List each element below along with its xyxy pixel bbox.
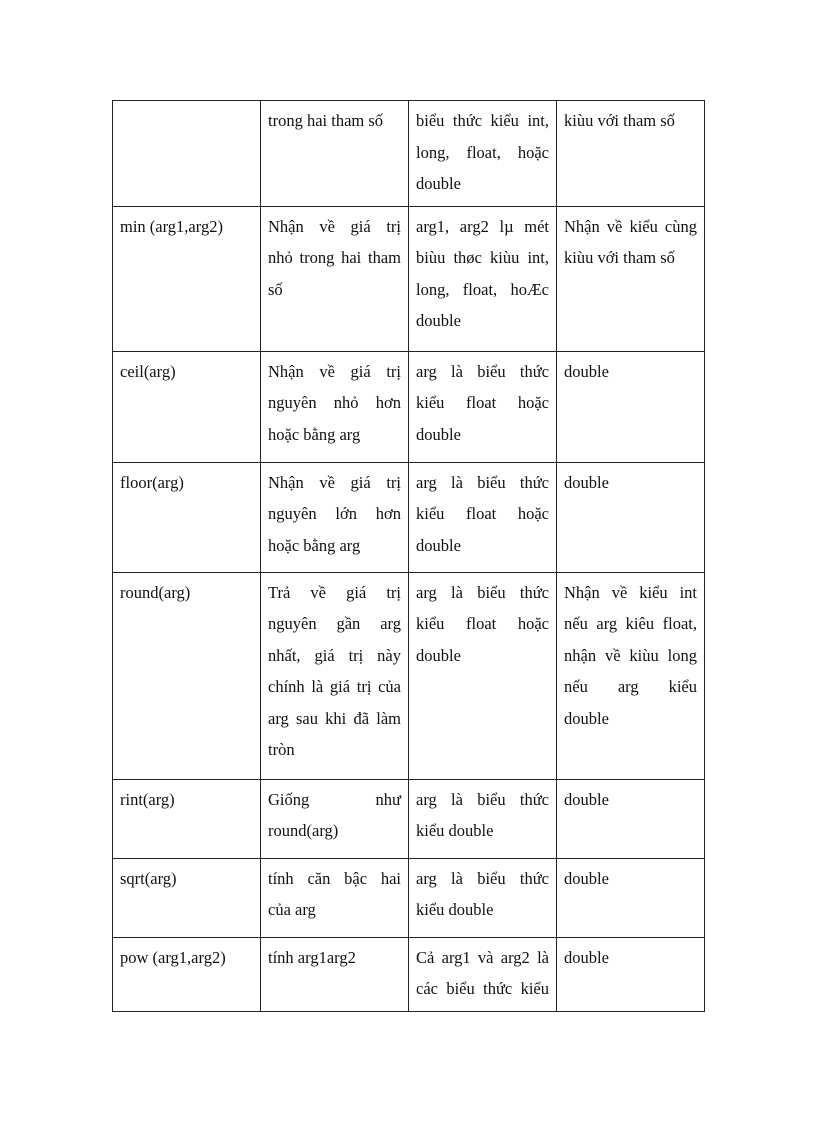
cell-line: round(arg)	[120, 582, 191, 602]
cell-line: kiểu float hoặc	[416, 393, 549, 412]
cell-line: long, float, hoặc	[416, 142, 549, 162]
cell-line: tròn	[268, 740, 295, 759]
cell-line: của arg	[268, 900, 316, 919]
table-row	[113, 858, 705, 937]
table-cell-argument	[409, 937, 557, 1011]
table-cell-return-type	[557, 101, 705, 207]
table-row	[113, 101, 705, 207]
table-cell-function	[113, 572, 261, 779]
cell-line: arg là biểu thức	[416, 582, 549, 602]
cell-line: hoặc bằng arg	[268, 535, 361, 555]
table-cell-return-type	[557, 462, 705, 572]
table-row	[113, 351, 705, 462]
table-cell-return-type	[557, 858, 705, 937]
table-cell-argument	[409, 572, 557, 779]
table-cell-function	[113, 206, 261, 351]
table-cell-description	[261, 572, 409, 779]
table-cell-function	[113, 462, 261, 572]
table-cell-description	[261, 206, 409, 351]
cell-line: arg là biểu thức	[416, 361, 549, 381]
table-cell-return-type	[557, 937, 705, 1011]
table-cell-description	[261, 101, 409, 207]
table-cell-description	[261, 858, 409, 937]
cell-line: Cả arg1 và arg2 là	[416, 947, 549, 967]
table-cell-argument	[409, 779, 557, 858]
cell-line: kiểu float hoặc	[416, 614, 549, 633]
cell-line: nếu arg kiểu	[564, 677, 697, 696]
cell-line: trong hai tham số	[268, 111, 384, 130]
table-cell-return-type	[557, 351, 705, 462]
table-cell-function	[113, 937, 261, 1011]
table-cell-argument	[409, 206, 557, 351]
cell-line: kiùu với tham số	[564, 248, 675, 267]
cell-line: double	[416, 645, 461, 665]
cell-line: arg1, arg2 lµ mét	[416, 216, 549, 236]
math-functions-table	[112, 100, 705, 1012]
table-cell-function	[113, 858, 261, 937]
cell-line: long, float, hoÆc	[416, 279, 549, 299]
cell-line: min (arg1,arg2)	[120, 216, 223, 236]
cell-line: double	[416, 424, 461, 444]
cell-line: double	[564, 947, 609, 967]
cell-line: double	[564, 472, 609, 492]
cell-line: Nhận về giá trị	[268, 361, 401, 381]
cell-line: các biểu thức kiểu	[416, 979, 549, 998]
cell-line: pow (arg1,arg2)	[120, 947, 226, 967]
cell-line: Nhận về giá trị	[268, 472, 401, 492]
cell-line: nguyên nhỏ hơn	[268, 393, 401, 412]
table-row	[113, 206, 705, 351]
cell-line: nhận về kiùu long	[564, 645, 697, 665]
table-cell-function	[113, 779, 261, 858]
table-row	[113, 937, 705, 1011]
table-cell-function	[113, 351, 261, 462]
cell-line: double	[564, 789, 609, 809]
cell-line: Trả về giá trị	[268, 582, 401, 602]
cell-line: arg sau khi đã làm	[268, 708, 401, 728]
cell-line: kiểu float hoặc	[416, 504, 549, 523]
cell-line: số	[268, 279, 283, 299]
table-cell-return-type	[557, 206, 705, 351]
table-cell-description	[261, 462, 409, 572]
table-cell-argument	[409, 858, 557, 937]
cell-line: nhỏ trong hai tham	[268, 248, 401, 267]
cell-line: biểu thức kiểu int,	[416, 111, 549, 130]
cell-line: Giống như	[268, 789, 401, 809]
cell-line: arg là biểu thức	[416, 868, 549, 888]
cell-line: nếu arg kiêu float,	[564, 614, 697, 633]
cell-line: biùu thøc kiùu int,	[416, 248, 549, 267]
table-cell-return-type	[557, 779, 705, 858]
cell-line: double	[416, 311, 461, 330]
cell-line: tính arg1arg2	[268, 947, 356, 967]
cell-line: nguyên gần arg	[268, 614, 401, 633]
table-cell-argument	[409, 462, 557, 572]
table-row	[113, 572, 705, 779]
table-row	[113, 462, 705, 572]
cell-line: kiểu double	[416, 900, 494, 919]
cell-line: tính căn bậc hai	[268, 868, 401, 888]
cell-line: double	[564, 868, 609, 888]
cell-line: double	[416, 174, 461, 193]
table-cell-return-type	[557, 572, 705, 779]
cell-line: hoặc bằng arg	[268, 424, 361, 444]
cell-line: Nhận về kiểu int	[564, 582, 697, 602]
cell-line: nguyên lớn hơn	[268, 504, 401, 523]
table-cell-description	[261, 937, 409, 1011]
cell-line: kiểu double	[416, 821, 494, 840]
table-cell-description	[261, 779, 409, 858]
cell-line: Nhận về giá trị	[268, 216, 401, 236]
table-cell-function	[113, 101, 261, 207]
cell-line: double	[564, 361, 609, 381]
cell-line: arg là biểu thức	[416, 789, 549, 809]
cell-line: arg là biểu thức	[416, 472, 549, 492]
cell-line: kiùu với tham số	[564, 111, 675, 130]
cell-line: double	[564, 708, 609, 728]
cell-line: round(arg)	[268, 821, 339, 840]
cell-line: double	[416, 535, 461, 555]
cell-line: floor(arg)	[120, 472, 184, 492]
table-row	[113, 779, 705, 858]
cell-line: rint(arg)	[120, 789, 175, 809]
cell-line: Nhận về kiểu cùng	[564, 216, 697, 236]
table-cell-argument	[409, 351, 557, 462]
table-cell-description	[261, 351, 409, 462]
cell-line: sqrt(arg)	[120, 868, 177, 888]
cell-line: nhất, giá trị này	[268, 645, 401, 665]
table-cell-argument	[409, 101, 557, 207]
cell-line: ceil(arg)	[120, 361, 176, 381]
cell-line: chính là giá trị của	[268, 677, 401, 696]
